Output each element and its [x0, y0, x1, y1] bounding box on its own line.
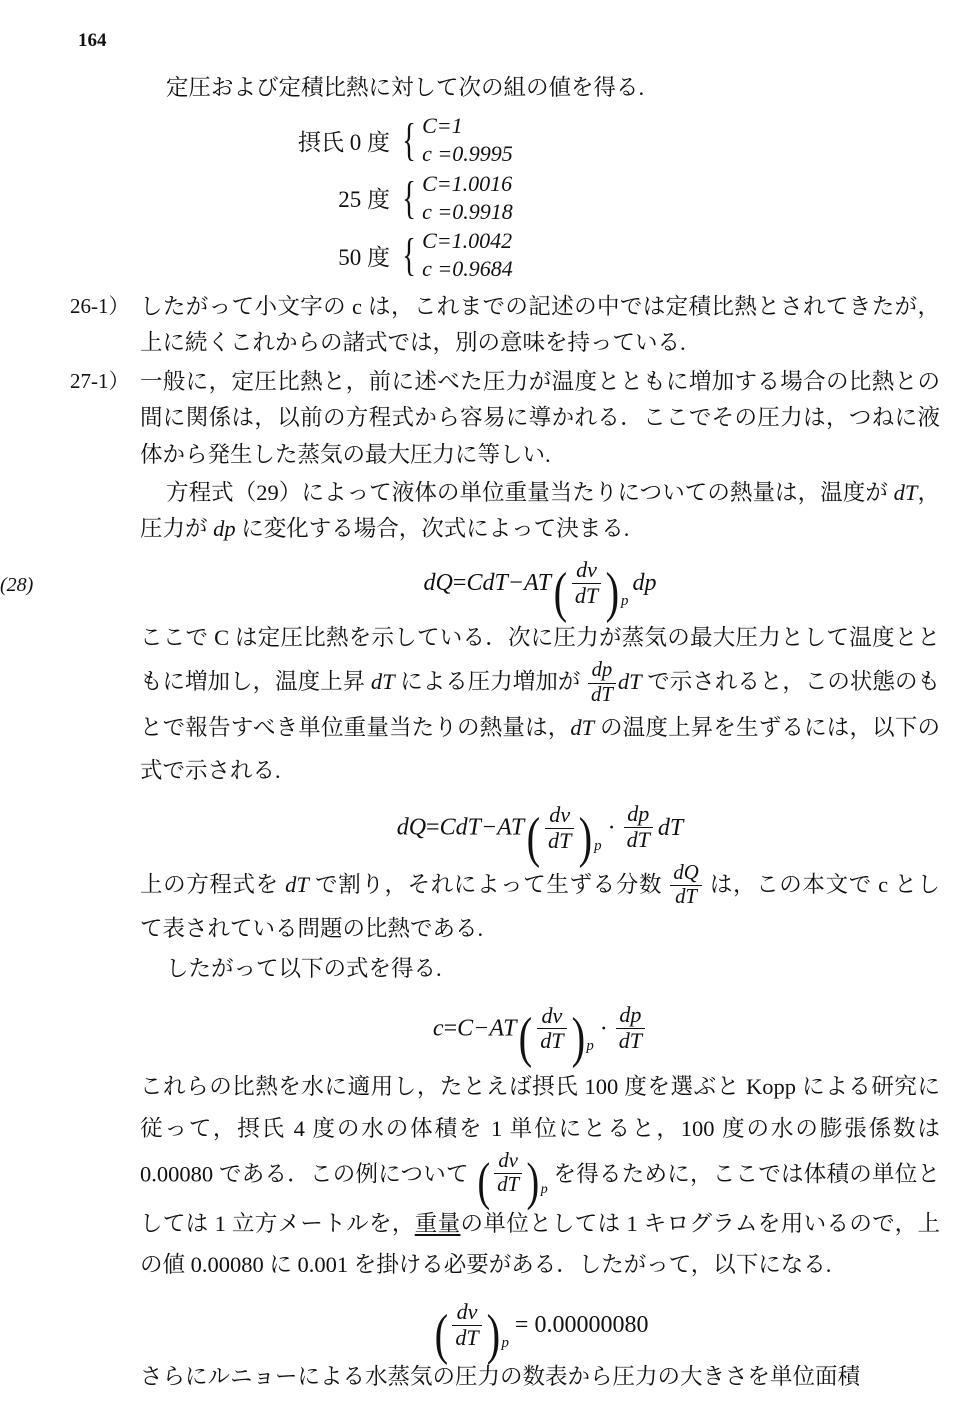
fraction-denominator: dT: [618, 1027, 643, 1053]
left-paren: (: [434, 1303, 448, 1366]
eq28-tail: dp: [632, 569, 657, 596]
explain1-fraction: [588, 659, 616, 706]
explain3-t2: を得るために，ここでは体積の単位としては 1 立方メートルを，: [140, 1161, 940, 1236]
numbered-paragraph-26: [70, 289, 940, 362]
intro-part-2: ，圧力が: [140, 479, 940, 542]
paragraph-number: 27-1）: [70, 368, 130, 393]
eq2-dot: ·: [607, 814, 616, 841]
value-C: C=1: [422, 113, 463, 139]
fraction-denominator: dT: [497, 1173, 520, 1196]
brace-glyph: {: [402, 229, 416, 281]
left-paren: (: [519, 1007, 533, 1070]
symbol-dT-b: dT: [617, 669, 642, 695]
explain2-t1: 上の方程式を: [140, 871, 286, 897]
eq3-fraction-2: [616, 1003, 645, 1053]
symbol-dT: dT: [893, 479, 918, 505]
explain1-t4: の温度上昇を生ずるには，以下の式で示される.: [140, 714, 940, 783]
eq28-lhs: dQ: [423, 569, 453, 596]
intro-part-3: に変化する場合，次式によって決まる.: [235, 516, 630, 542]
right-paren: ): [605, 561, 620, 624]
explain3-underlined: 重量: [414, 1210, 461, 1236]
eq3-paren-group: [516, 1002, 594, 1070]
eq3-subscript: p: [586, 1038, 594, 1055]
explanation-paragraph-2b: したがって以下の式を得る.: [166, 955, 442, 981]
right-paren: ): [486, 1303, 500, 1366]
eqf-subscript: p: [501, 1334, 509, 1351]
explain3-t1: これらの比熱を水に適用し，たとえば摂氏 100 度を選ぶと Kopp による研究に従って，摂氏 4 度の水の体積を 1 単位にとると，100 度の水の膨張係数は 0.00080 である．この例について: [140, 1074, 940, 1187]
fraction-numerator: dp: [588, 659, 616, 683]
eqf-paren-group: [432, 1298, 509, 1366]
fraction-denominator: dT: [548, 827, 572, 853]
row-values: [422, 227, 513, 282]
eq2-fraction-1: [545, 803, 574, 853]
fraction-denominator: dT: [626, 827, 650, 852]
eq2-rhs-pre: CdT−AT: [439, 814, 525, 841]
eq3-fraction-1: [537, 1004, 566, 1054]
fraction-denominator: dT: [675, 885, 697, 908]
equation-tag-28: (28): [0, 573, 34, 596]
left-paren: (: [553, 561, 568, 624]
eqf-value: 0.00000080: [534, 1311, 649, 1338]
explain3-fraction: [494, 1150, 522, 1197]
value-C: C=1.0042: [422, 228, 513, 254]
explain3-t3: の単位としては 1 キログラムを用いるので，上の値 0.00080 に 0.001 を掛ける必要がある．したがって，以下になる.: [140, 1210, 940, 1278]
specific-heat-value-table: [140, 112, 940, 282]
eq3-rhs-pre: C−AT: [457, 1015, 517, 1042]
right-paren: ): [571, 1007, 585, 1070]
explanation-paragraph-2: [140, 862, 940, 949]
eq2-fraction-2: [624, 802, 653, 852]
table-row: [140, 112, 940, 167]
explain2-t3: は，この本文で c として表されている問題の比熱である.: [140, 871, 940, 942]
numbered-paragraph-27: [70, 364, 940, 473]
fraction-numerator: dp: [616, 1003, 645, 1029]
brace-glyph: {: [402, 171, 416, 223]
row-label: 25 度: [338, 187, 390, 213]
fraction-numerator: dv: [494, 1150, 522, 1174]
page-number: 164: [78, 30, 107, 51]
eq28-rhs-pre: CdT−AT: [466, 569, 552, 596]
eq28-paren-group: [551, 556, 629, 624]
value-c: c =0.9918: [422, 198, 513, 224]
eq28-subscript: p: [621, 592, 629, 609]
fraction-denominator: dT: [540, 1028, 564, 1054]
equation-28: [140, 556, 940, 624]
right-paren: ): [579, 806, 593, 869]
fraction-numerator: dv: [537, 1004, 566, 1030]
equation-28-block: [0, 556, 940, 624]
value-C: C=1.0016: [422, 170, 513, 196]
equation-third: [140, 1001, 940, 1070]
row-label: 摂氏 0 度: [298, 129, 390, 155]
fraction-numerator: dQ: [670, 862, 701, 886]
symbol-dT-c: dT: [570, 714, 595, 740]
intro-paragraph: 定圧および定積比熱に対して次の組の値を得る.: [166, 75, 645, 100]
eq3-equals: =: [443, 1015, 458, 1042]
paragraph-text: したがって小文字の c は，これまでの記述の中では定積比熱とされてきたが，上に続くこれからの諸式では，別の意味を持っている.: [140, 293, 940, 356]
value-c: c =0.9995: [422, 141, 513, 167]
eq3-dot: ·: [599, 1015, 608, 1042]
symbol-dT-a: dT: [370, 669, 395, 695]
equation-28-intro: [140, 475, 940, 548]
body-column: [0, 70, 940, 1397]
paragraph-number: 26-1）: [70, 293, 130, 318]
eq2-paren-group: [524, 801, 602, 869]
eq2-equals: =: [426, 814, 440, 841]
eq3-lhs: c: [432, 1015, 444, 1042]
table-row: [140, 227, 940, 282]
fraction-denominator: dT: [455, 1324, 479, 1350]
fraction-numerator: dv: [572, 558, 601, 584]
paragraph-text: 一般に，定圧比熱と，前に述べた圧力が温度とともに増加する場合の比熱との間に関係は，以前の方程式から容易に導かれる．ここでその圧力は，つねに液体から発生した蒸気の最大圧力に等しい.: [140, 368, 940, 467]
fraction-numerator: dp: [624, 802, 653, 828]
eq2-subscript: p: [594, 837, 602, 854]
equation-final: [140, 1298, 940, 1366]
eqf-fraction: [452, 1300, 481, 1350]
explain3-paren-group: [475, 1149, 548, 1211]
intro-part-1: 方程式（29）によって液体の単位重量当たりについての熱量は，温度が: [166, 479, 894, 505]
fraction-numerator: dv: [545, 803, 574, 829]
eq28-equals: =: [452, 569, 467, 596]
continuation-line: さらにルニョーによる水蒸気の圧力の数表から圧力の大きさを単位面積: [140, 1363, 861, 1389]
symbol-dT: dT: [285, 871, 309, 897]
explain2-fraction: [670, 862, 701, 909]
symbol-dp: dp: [213, 516, 236, 542]
explain1-t3: で示されると，この状態のもとで報告すべき単位重量当たりの熱量は，: [140, 669, 940, 740]
value-c: c =0.9684: [422, 256, 513, 282]
explanation-paragraph-3: [140, 1066, 940, 1285]
eq28-fraction: [572, 558, 601, 608]
row-label: 50 度: [338, 244, 390, 270]
fraction-denominator: dT: [574, 582, 599, 608]
eqf-equals: =: [514, 1311, 529, 1338]
brace-glyph: {: [402, 114, 416, 166]
explain2-t2: で割り，それによって生ずる分数: [308, 871, 669, 897]
row-values: [422, 170, 513, 225]
table-row: [140, 170, 940, 225]
fraction-denominator: dT: [591, 683, 613, 706]
row-values: [422, 112, 513, 167]
eq2-tail: dT: [657, 814, 684, 841]
explain1-t2: による圧力増加が: [394, 669, 586, 695]
explain1-t1: ここで C は定圧比熱を示している．次に圧力が蒸気の最大圧力として温度とともに増加し，温度上昇: [140, 624, 940, 695]
right-paren: ): [526, 1152, 540, 1211]
explain3-subscript: p: [540, 1181, 548, 1197]
fraction-numerator: dv: [452, 1300, 481, 1326]
explanation-paragraph-1: [140, 617, 940, 793]
equation-second: [140, 801, 940, 869]
eq2-lhs: dQ: [396, 814, 427, 841]
left-paren: (: [477, 1152, 490, 1211]
left-paren: (: [526, 806, 541, 869]
